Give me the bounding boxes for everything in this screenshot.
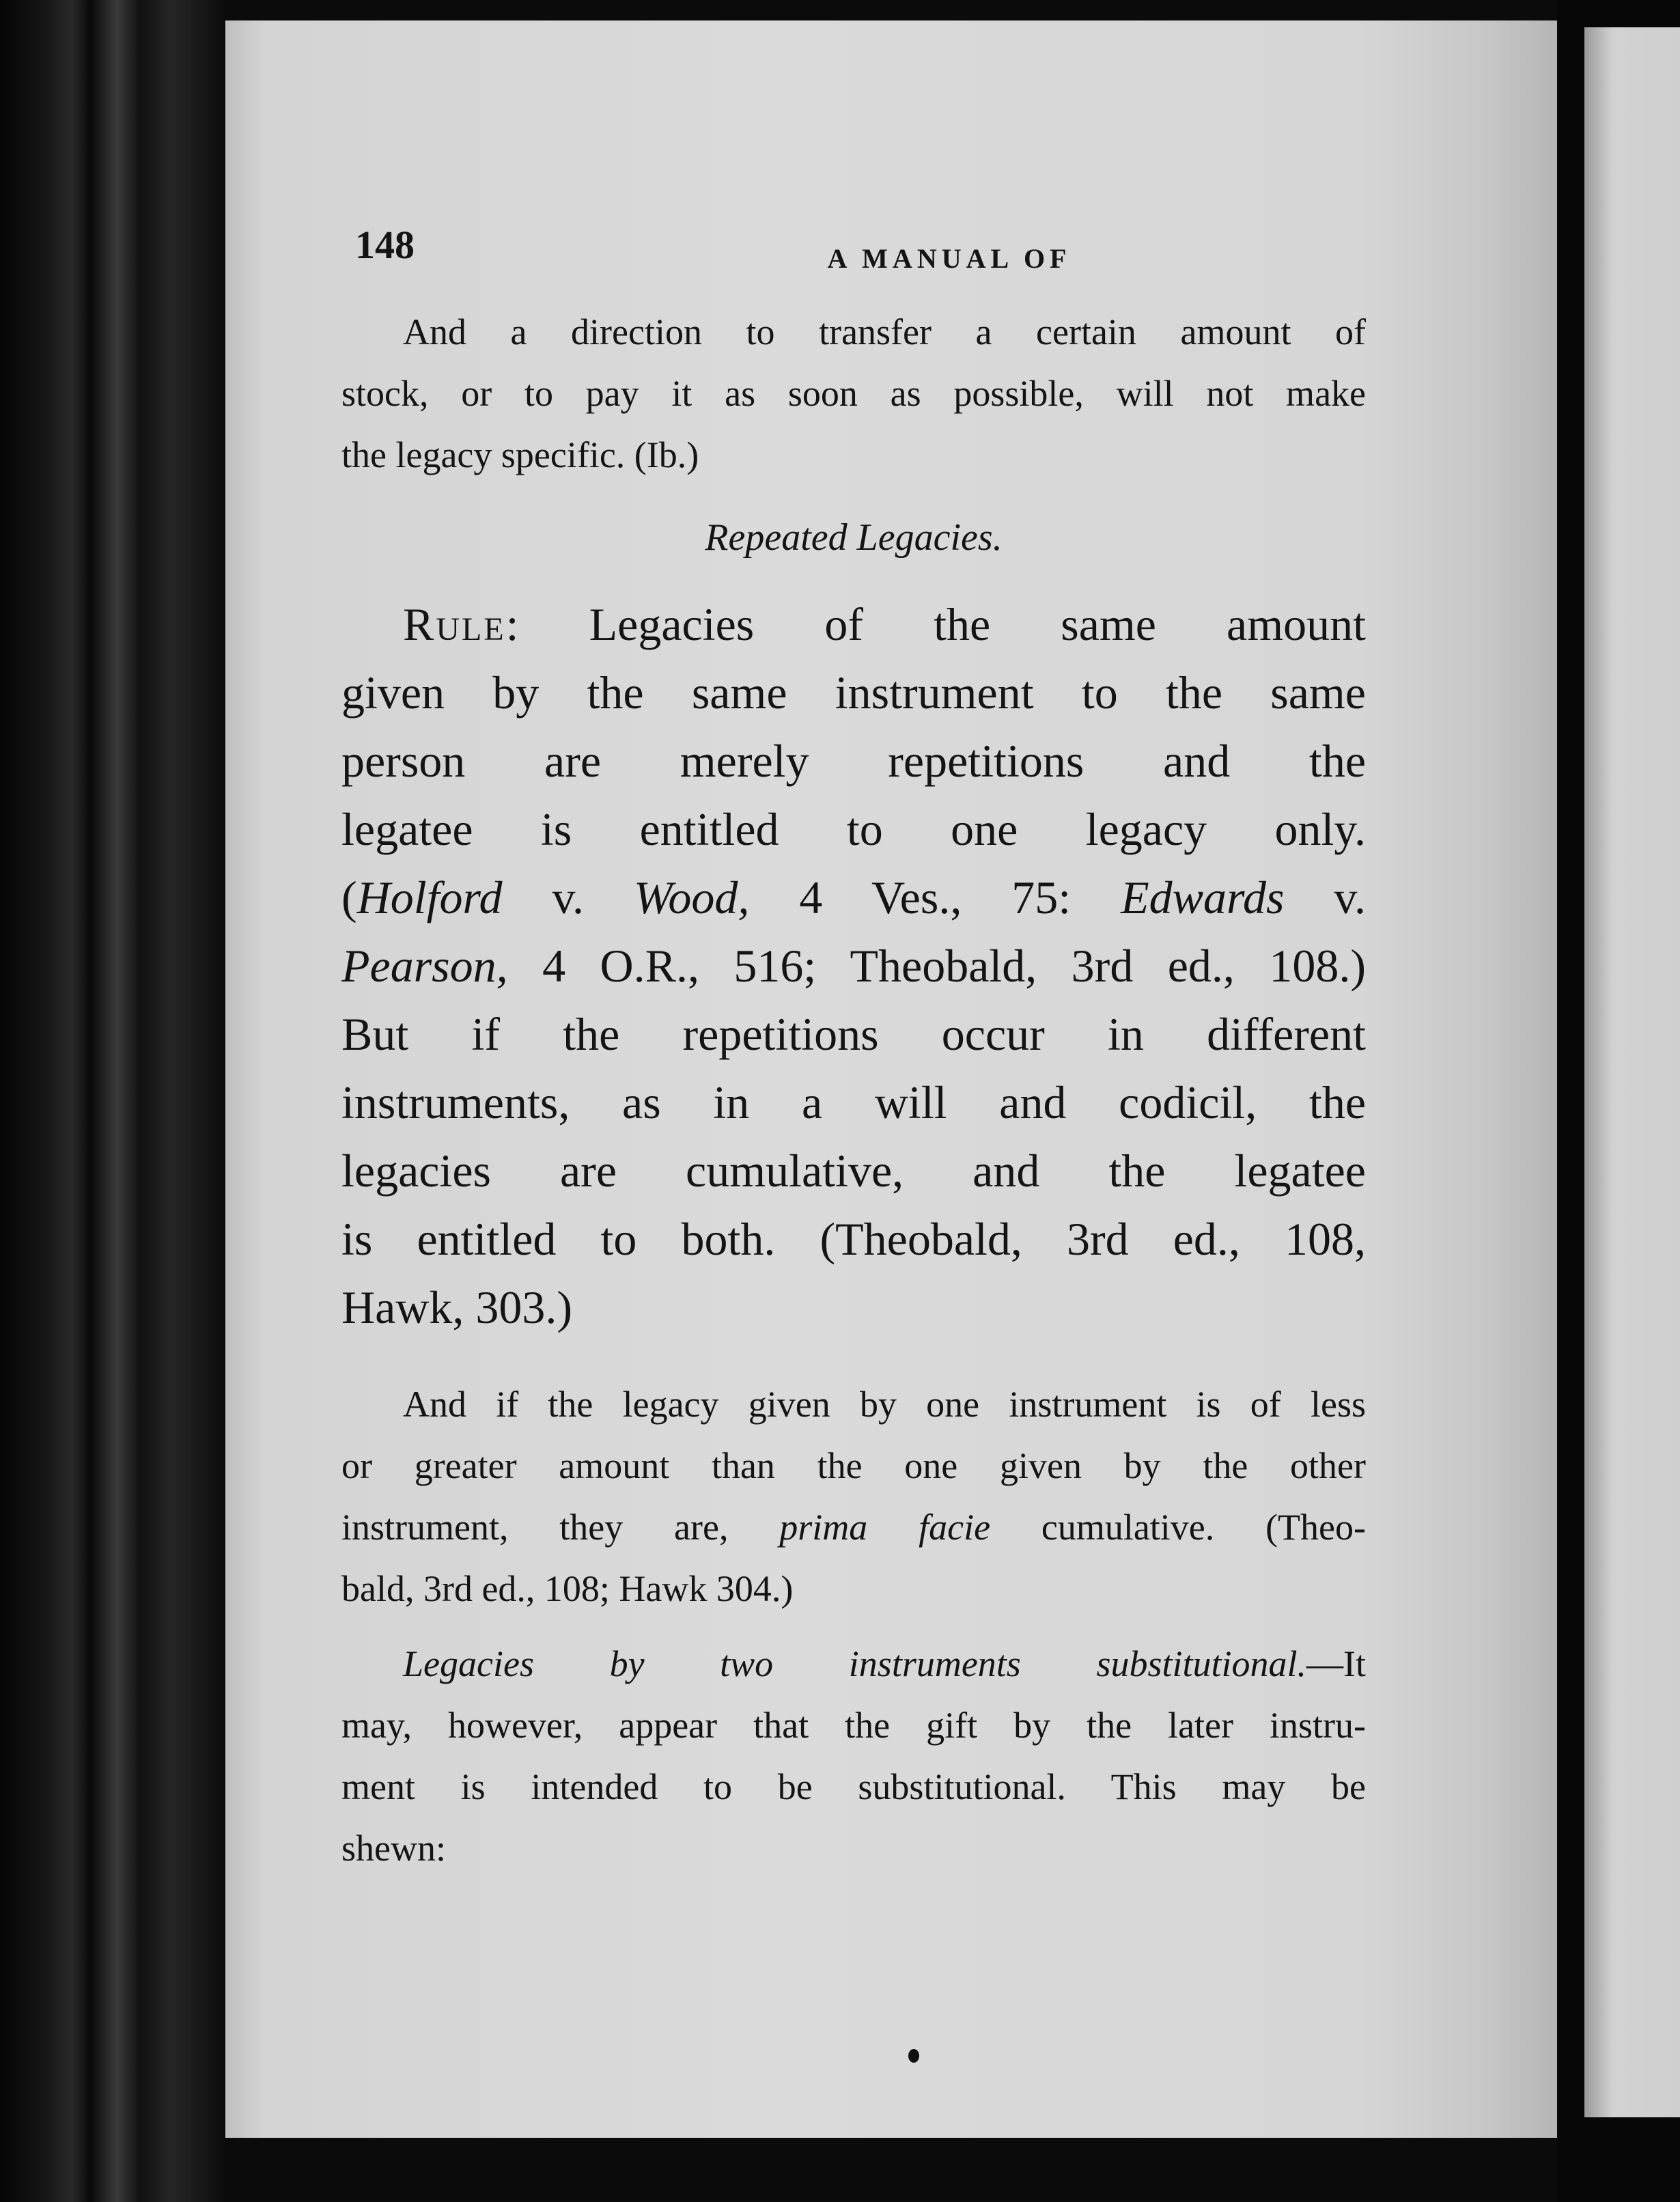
text-line: But if the repetitions occur in different <box>341 1008 1366 1060</box>
case-name: Holford <box>356 872 503 923</box>
case-name: Pearson, <box>341 940 508 992</box>
text-line: stock, or to pay it as soon as possible, will not make <box>341 373 1366 414</box>
section-heading-repeated-legacies: Repeated Legacies. <box>705 516 1003 559</box>
running-head: A MANUAL OF <box>827 243 1072 274</box>
page-number: 148 <box>355 223 415 267</box>
text-line: Pearson, 4 O.R., 516; Theobald, 3rd ed., 108.) <box>341 940 1366 992</box>
text-line: may, however, appear that the gift by the later instru- <box>341 1705 1366 1746</box>
rule-label: Rule <box>403 598 506 650</box>
page-header <box>355 222 1543 283</box>
book-binding <box>0 0 225 2202</box>
text-line: person are merely repetitions and the <box>341 735 1366 787</box>
text-line: instrument, they are, prima facie cumulative. (Theo- <box>341 1507 1366 1548</box>
text-line: (Holford v. Wood, 4 Ves., 75: Edwards v. <box>341 872 1366 923</box>
text-line: And if the legacy given by one instrument is of less <box>403 1384 1366 1425</box>
text-line: the legacy specific. (Ib.) <box>341 434 699 475</box>
text-line: And a direction to transfer a certain amount of <box>403 311 1366 352</box>
text-line: shewn: <box>341 1828 446 1869</box>
case-name: Edwards <box>1121 872 1285 923</box>
text-line: Rule: Legacies of the same amount <box>403 598 1366 650</box>
text-line: Legacies by two instruments substitutional.—It <box>403 1643 1366 1684</box>
text-line: instruments, as in a will and codicil, the <box>341 1076 1366 1128</box>
text-line: or greater amount than the one given by the other <box>341 1445 1366 1486</box>
text-line: legatee is entitled to one legacy only. <box>341 803 1366 855</box>
ink-speck <box>908 2049 919 2063</box>
facing-page-edge <box>1557 0 1680 2202</box>
text-line: bald, 3rd ed., 108; Hawk 304.) <box>341 1568 794 1609</box>
text-line: is entitled to both. (Theobald, 3rd ed., 108, <box>341 1213 1366 1265</box>
book-page <box>225 20 1557 2138</box>
text-line: ment is intended to be substitutional. This may be <box>341 1766 1366 1807</box>
text-line: Hawk, 303.) <box>341 1281 573 1333</box>
case-name: Wood, <box>634 872 750 923</box>
run-in-heading: Legacies by two instruments substitutional. <box>403 1643 1306 1684</box>
text-line: given by the same instrument to the same <box>341 667 1366 719</box>
facing-page-sliver <box>1584 27 1680 2117</box>
text-line: legacies are cumulative, and the legatee <box>341 1145 1366 1197</box>
